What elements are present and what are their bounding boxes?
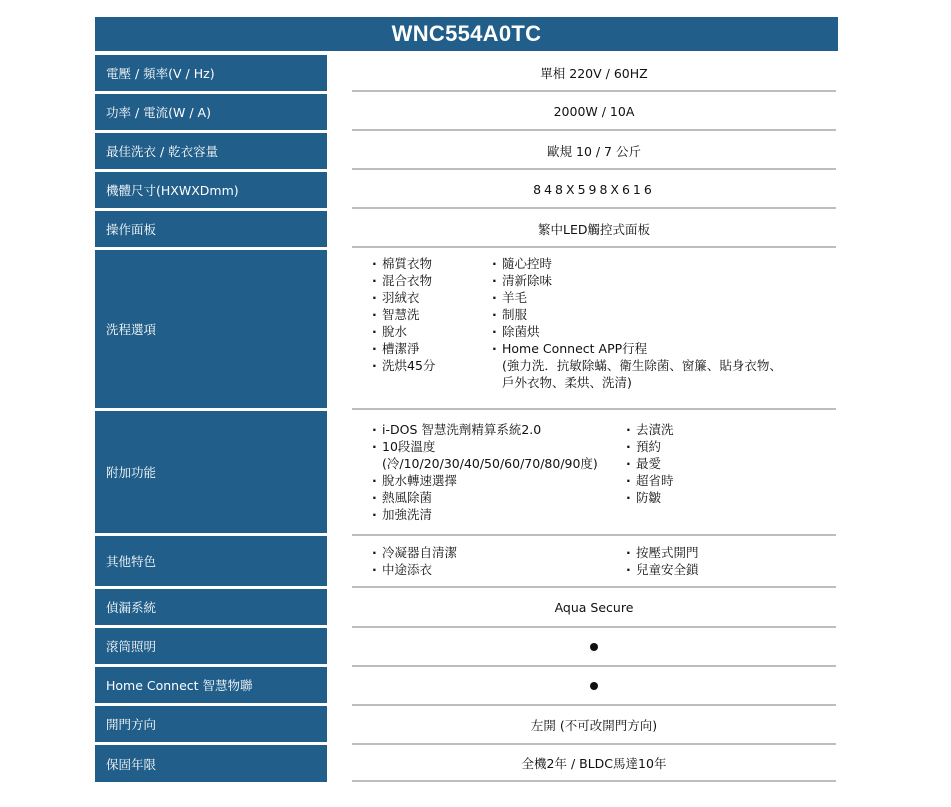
- value-voltage: 單相 220V / 60HZ: [352, 55, 836, 92]
- label-door-direction: 開門方向: [95, 706, 327, 742]
- other-features-col1: [372, 544, 457, 578]
- value-control-panel: 繁中LED觸控式面板: [352, 211, 836, 248]
- label-leak-detection: 偵漏系統: [95, 589, 327, 625]
- other-features-col2: [626, 544, 699, 578]
- list-item: · 清新除味: [492, 272, 782, 289]
- extra-functions-col1: [372, 421, 598, 523]
- label-voltage: 電壓 / 頻率(V / Hz): [95, 55, 327, 91]
- value-home-connect: [352, 667, 836, 706]
- list-item: · 兒童安全鎖: [626, 561, 699, 578]
- label-control-panel: 操作面板: [95, 211, 327, 247]
- label-warranty: 保固年限: [95, 745, 327, 782]
- value-wash-programs: [352, 250, 836, 410]
- included-dot-icon: [590, 682, 598, 690]
- extra-functions-col2: [626, 421, 674, 506]
- list-item: · 制服: [492, 306, 782, 323]
- list-item: · 防皺: [626, 489, 674, 506]
- value-warranty: 全機2年 / BLDC馬達10年: [352, 745, 836, 782]
- list-item-continuation: (冷/10/20/30/40/50/60/70/80/90度): [382, 456, 598, 471]
- value-other-features: [352, 536, 836, 588]
- list-item: · 10段溫度: [372, 438, 598, 455]
- value-leak-detection: Aqua Secure: [352, 589, 836, 628]
- value-capacity: 歐規 10 / 7 公斤: [352, 133, 836, 170]
- list-item: · 中途添衣: [372, 561, 457, 578]
- list-item: · 熱風除菌: [372, 489, 598, 506]
- list-item: · 槽潔淨: [372, 340, 435, 357]
- label-other-features: 其他特色: [95, 536, 327, 586]
- list-item: · 冷凝器自清潔: [372, 544, 457, 561]
- label-capacity: 最佳洗衣 / 乾衣容量: [95, 133, 327, 169]
- value-power: 2000W / 10A: [352, 94, 836, 131]
- list-item: · i-DOS 智慧洗劑精算系統2.0: [372, 421, 598, 438]
- label-wash-programs: 洗程選項: [95, 250, 327, 408]
- list-item: · 棉質衣物: [372, 255, 435, 272]
- list-item: · 羊毛: [492, 289, 782, 306]
- list-item: · 最愛: [626, 455, 674, 472]
- list-item-continuation: (強力洗．抗敏除蟎、衛生除菌、窗簾、貼身衣物、: [502, 358, 782, 373]
- label-power: 功率 / 電流(W / A): [95, 94, 327, 130]
- wash-programs-col2: [492, 255, 782, 391]
- list-item: · 超省時: [626, 472, 674, 489]
- label-drum-light: 滾筒照明: [95, 628, 327, 664]
- list-item: · 按壓式開門: [626, 544, 699, 561]
- list-item: · 脫水轉速選擇: [372, 472, 598, 489]
- model-title: WNC554A0TC: [95, 17, 838, 51]
- list-item: · 預約: [626, 438, 674, 455]
- list-item: · 加強洗清: [372, 506, 598, 523]
- list-item: · 隨心控時: [492, 255, 782, 272]
- included-dot-icon: [590, 643, 598, 651]
- list-item: · 羽絨衣: [372, 289, 435, 306]
- label-extra-functions: 附加功能: [95, 411, 327, 533]
- list-item-continuation: 戶外衣物、柔烘、洗清): [502, 375, 632, 390]
- list-item: · 脫水: [372, 323, 435, 340]
- list-item: · 智慧洗: [372, 306, 435, 323]
- list-item: · 除菌烘: [492, 323, 782, 340]
- value-dimensions: 848X598X616: [352, 172, 836, 209]
- list-item: · Home Connect APP行程: [492, 340, 782, 357]
- wash-programs-col1: [372, 255, 435, 374]
- value-drum-light: [352, 628, 836, 667]
- value-extra-functions: [352, 411, 836, 536]
- value-door-direction: 左開 (不可改開門方向): [352, 706, 836, 745]
- list-item: · 去漬洗: [626, 421, 674, 438]
- label-home-connect: Home Connect 智慧物聯: [95, 667, 327, 703]
- list-item: · 混合衣物: [372, 272, 435, 289]
- list-item: · 洗烘45分: [372, 357, 435, 374]
- label-dimensions: 機體尺寸(HXWXDmm): [95, 172, 327, 208]
